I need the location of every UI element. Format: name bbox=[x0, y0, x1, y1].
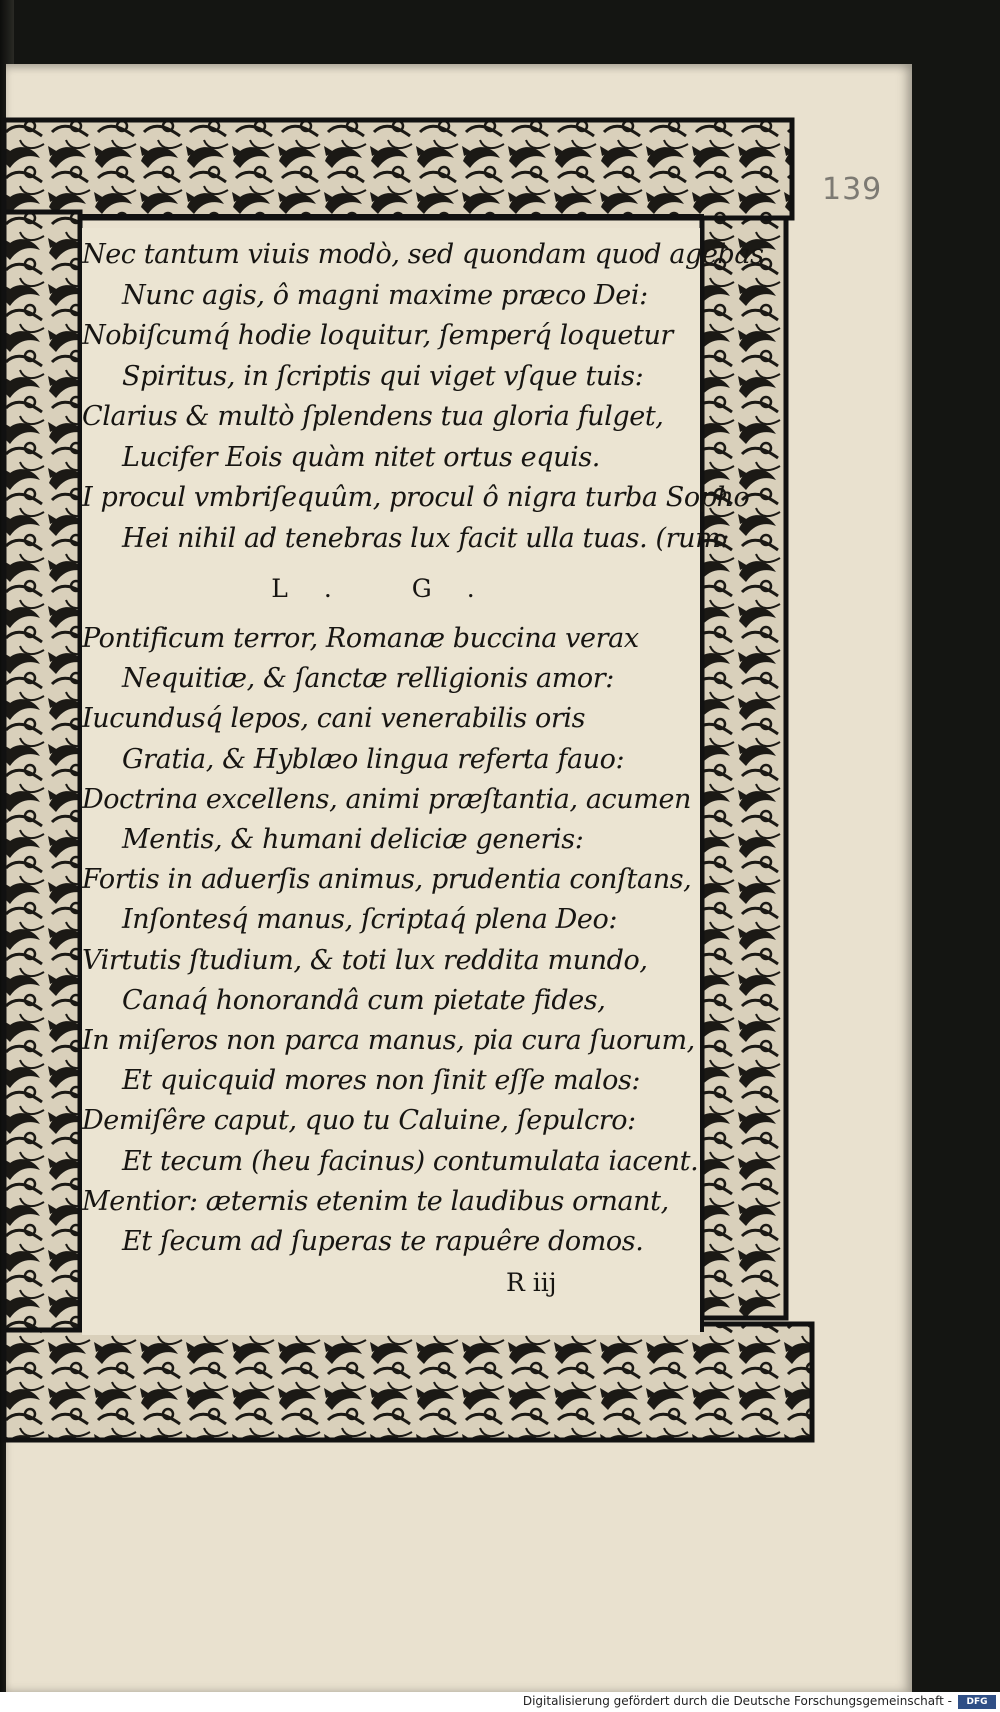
verse-line: Lucifer Eois quàm nitet ortus equis. bbox=[122, 441, 600, 473]
verse-line: Clarius & multò ſplendens tua gloria fulget, bbox=[82, 401, 664, 432]
verse-line: Spiritus, in ſcriptis qui viget vſque tuis: bbox=[122, 360, 644, 392]
verse-line: Mentis, & humani deliciæ generis: bbox=[122, 824, 584, 855]
text-block bbox=[82, 228, 764, 1335]
verse-line: Doctrina excellens, animi præſtantia, acumen bbox=[82, 783, 692, 815]
verse-line: Iucundusq́ lepos, cani venerabilis oris bbox=[82, 703, 586, 735]
verse-line: Gratia, & Hyblæo lingua referta fauo: bbox=[122, 743, 625, 775]
verse-line: Nec tantum viuis modò, sed quondam quod agebas bbox=[82, 239, 764, 270]
verse-line: Inſontesq́ manus, ſcriptaq́ plena Deo: bbox=[122, 904, 618, 936]
verse-line: Et tecum (heu facinus) contumulata iacent. bbox=[122, 1145, 699, 1177]
verse-line: Nobiſcumq́ hodie loquitur, ſemperq́ loquetur bbox=[82, 320, 673, 351]
border-bottom bbox=[4, 1324, 812, 1440]
footer-bar bbox=[0, 1692, 1000, 1712]
verse-line: Hei nihil ad tenebras lux facit ulla tuas. (rum: bbox=[122, 522, 730, 554]
signature-mark: R iij bbox=[506, 1268, 557, 1297]
verse-line: Nequitiæ, & ſanctæ relligionis amor: bbox=[122, 663, 614, 695]
section-heading: L. G. bbox=[271, 574, 511, 603]
verse-line: Fortis in aduerſis animus, prudentia conſtans, bbox=[82, 864, 692, 896]
border-top bbox=[4, 120, 792, 218]
border-left bbox=[4, 212, 80, 1330]
verse-line: Et quicquid mores non ſinit eſſe malos: bbox=[122, 1065, 641, 1097]
verse-line: Pontificum terror, Romanæ buccina verax bbox=[82, 623, 639, 654]
verse-line: Demiſêre caput, quo tu Caluine, ſepulcro: bbox=[82, 1105, 636, 1137]
verse-line: Et ſecum ad ſuperas te rapuêre domos. bbox=[122, 1226, 644, 1257]
verse-line: I procul vmbriſequûm, procul ô nigra turba Sopho bbox=[82, 482, 750, 513]
folio-number: 139 bbox=[822, 172, 883, 207]
verse-line: In miſeros non parca manus, pia cura ſuorum, bbox=[82, 1025, 695, 1056]
verse-line: Virtutis ſtudium, & toti lux reddita mundo, bbox=[82, 944, 648, 976]
verse-line: Nunc agis, ô magni maxime præco Dei: bbox=[122, 279, 648, 311]
footer-credit: Digitalisierung gefördert durch die Deutsche Forschungsgemeinschaft - bbox=[522, 1694, 952, 1708]
dfg-logo: DFG bbox=[958, 1695, 996, 1709]
verse-line: Canaq́ honorandâ cum pietate fides, bbox=[122, 984, 606, 1016]
verse-line: Mentior: æternis etenim te laudibus ornant, bbox=[82, 1185, 669, 1217]
